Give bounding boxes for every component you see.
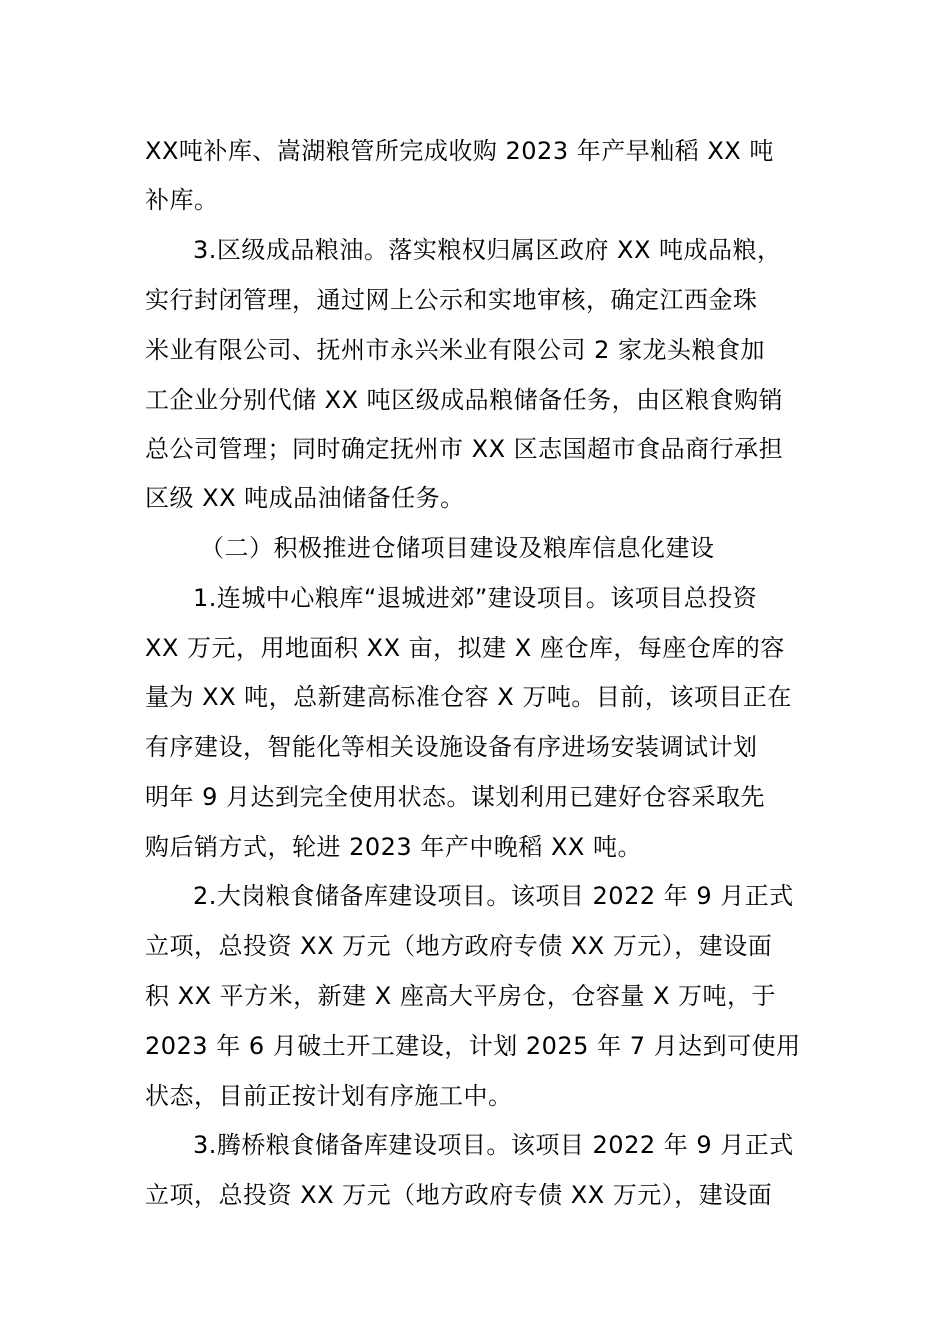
paragraph-line: 明年 9 月达到完全使用状态。谋划利用已建好仓容采取先	[145, 783, 766, 811]
paragraph-line: 2023 年 6 月破土开工建设，计划 2025 年 7 月达到可使用	[145, 1032, 801, 1060]
paragraph-line: 3.腾桥粮食储备库建设项目。该项目 2022 年 9 月正式	[193, 1131, 794, 1159]
paragraph-line: 有序建设，智能化等相关设施设备有序进场安装调试计划	[145, 733, 758, 761]
paragraph-line: 总公司管理；同时确定抚州市 XX 区志国超市食品商行承担	[145, 435, 784, 463]
paragraph-line: 1.连城中心粮库“退城进郊”建设项目。该项目总投资	[193, 584, 758, 612]
paragraph-line: XX 万元，用地面积 XX 亩，拟建 X 座仓库，每座仓库的容	[145, 634, 785, 662]
paragraph-line: 2.大岗粮食储备库建设项目。该项目 2022 年 9 月正式	[193, 882, 794, 910]
paragraph-line: 状态，目前正按计划有序施工中。	[145, 1082, 513, 1110]
paragraph-line: 米业有限公司、抚州市永兴米业有限公司 2 家龙头粮食加	[145, 336, 766, 364]
paragraph-line: 区级 XX 吨成品油储备任务。	[145, 484, 465, 512]
paragraph-line: 立项，总投资 XX 万元（地方政府专债 XX 万元），建设面	[145, 932, 773, 960]
paragraph-line: 立项，总投资 XX 万元（地方政府专债 XX 万元），建设面	[145, 1181, 773, 1209]
section-heading: （二）积极推进仓储项目建设及粮库信息化建设	[200, 534, 715, 562]
paragraph-line: 工企业分别代储 XX 吨区级成品粮储备任务，由区粮食购销	[145, 386, 784, 414]
paragraph-line: 购后销方式，轮进 2023 年产中晚稻 XX 吨。	[145, 833, 642, 861]
paragraph-line: 量为 XX 吨，总新建高标准仓容 X 万吨。目前，该项目正在	[145, 683, 792, 711]
paragraph-line: 3.区级成品粮油。落实粮权归属区政府 XX 吨成品粮，	[193, 236, 782, 264]
paragraph-line: XX吨补库、嵩湖粮管所完成收购 2023 年产早籼稻 XX 吨	[145, 137, 774, 165]
paragraph-line: 补库。	[145, 186, 219, 214]
paragraph-line: 积 XX 平方米，新建 X 座高大平房仓，仓容量 X 万吨，于	[145, 982, 777, 1010]
paragraph-line: 实行封闭管理，通过网上公示和实地审核，确定江西金珠	[145, 286, 758, 314]
